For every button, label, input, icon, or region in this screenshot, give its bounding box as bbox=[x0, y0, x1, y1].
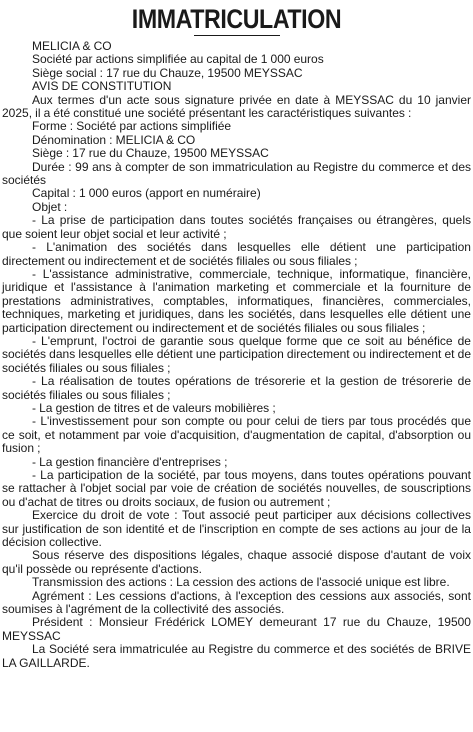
purpose-item: - La gestion de titres et de valeurs mobilières ; bbox=[32, 400, 276, 415]
paragraph-registration: La Société sera immatriculée au Registre du commerce et des sociétés de BRIVE LA GAILLARDE. bbox=[2, 642, 471, 670]
company-name: MELICIA & CO bbox=[32, 39, 112, 53]
company-legal-form: Société par actions simplifiée au capital de 1 000 euros bbox=[32, 52, 324, 67]
purpose-item: - La gestion financière d'entreprises ; bbox=[32, 454, 228, 469]
paragraph-deed: Aux termes d'un acte sous signature privée en date à MEYSSAC du 10 janvier 2025, il a été constitué une société présentant les caractéristiques suivantes : bbox=[2, 92, 471, 121]
paragraph-form: Forme : Société par actions simplifiée bbox=[32, 119, 232, 134]
purpose-item: - L'assistance administrative, commerciale, technique, informatique, financière, juridique et l'assistance à l'animation marketing et commerciale et la fourniture de prestations administratives, comptables, informatiques, financières, commerciales, techniques, marketing et juridiques, dans les sociétés, dans lesquelles elle détient une participation directement ou indirectement et de sociétés filiales ou sous filiales ; bbox=[2, 266, 471, 335]
paragraph-share-transfer: Transmission des actions : La cession des actions de l'associé unique est libre. bbox=[32, 575, 450, 590]
purpose-item: - L'emprunt, l'octroi de garantie sous quelque forme que ce soit au bénéfice de sociétés dans lesquelles elle détient une participation directement ou indirectement et de sociétés filiales ou sous filiales ; bbox=[2, 333, 471, 375]
purpose-item: - La réalisation de toutes opérations de trésorerie et la gestion de trésorerie de sociétés filiales ou sous filiales ; bbox=[2, 374, 471, 402]
notice-title: IMMATRICULATION bbox=[131, 4, 342, 34]
paragraph-president: Président : Monsieur Frédérick LOMEY demeurant 17 rue du Chauze, 19500 MEYSSAC bbox=[2, 615, 471, 643]
purpose-item: - La prise de participation dans toutes sociétés françaises ou étrangères, quels que soient leur objet social et leur activité ; bbox=[2, 213, 471, 241]
title-divider bbox=[194, 35, 280, 36]
paragraph-denomination: Dénomination : MELICIA & CO bbox=[32, 132, 196, 147]
paragraph-duration: Durée : 99 ans à compter de son immatriculation au Registre du commerce et des sociétés bbox=[2, 159, 471, 188]
paragraph-voting-rights: Exercice du droit de vote : Tout associé peut participer aux décisions collectives sur justification de son identité et de l'inscription en compte de ses actions au jour de la décision collective. bbox=[2, 508, 471, 550]
purpose-item: - L'animation des sociétés dans lesquelles elle détient une participation directement ou indirectement et de sociétés filiales ou sous filiales ; bbox=[2, 240, 471, 268]
notice-heading: AVIS DE CONSTITUTION bbox=[32, 79, 172, 94]
paragraph-capital: Capital : 1 000 euros (apport en numéraire) bbox=[32, 186, 261, 201]
paragraph-approval: Agrément : Les cessions d'actions, à l'exception des cessions aux associés, sont soumises à l'agrément de la collectivité des associés. bbox=[2, 588, 471, 617]
purpose-item: - La participation de la société, par tous moyens, dans toutes opérations pouvant se rattacher à l'objet social par voie de création de sociétés nouvelles, de souscriptions ou d'achat de titres ou droits sociaux, de fusion ou autrement ; bbox=[2, 468, 471, 509]
paragraph-purpose-heading: Objet : bbox=[32, 199, 68, 214]
notice-body bbox=[2, 40, 471, 670]
purpose-item: - L'investissement pour son compte ou pour celui de tiers par tous procédés que ce soit, et notamment par voie d'acquisition, d'augmentation de capital, d'absorption ou fusion ; bbox=[2, 414, 471, 456]
paragraph-votes: Sous réserve des dispositions légales, chaque associé dispose d'autant de voix qu'il possède ou représente d'actions. bbox=[2, 548, 471, 576]
paragraph-seat: Siège : 17 rue du Chauze, 19500 MEYSSAC bbox=[32, 146, 269, 161]
company-registered-office: Siège social : 17 rue du Chauze, 19500 MEYSSAC bbox=[32, 65, 303, 80]
